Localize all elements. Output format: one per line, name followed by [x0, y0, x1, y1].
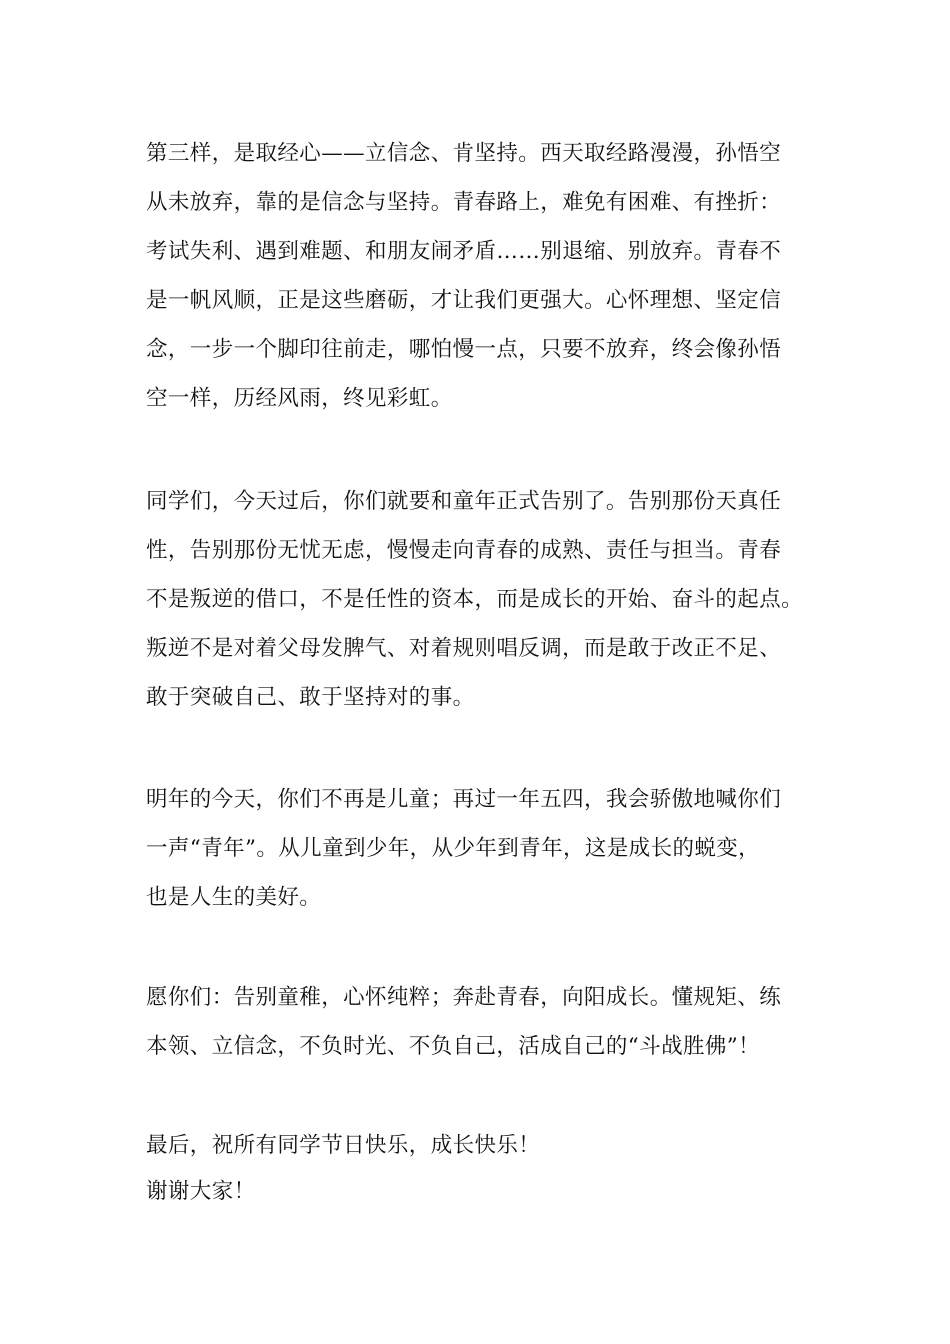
paragraph-line: 愿你们：告别童稚，心怀纯粹；奔赴青春，向阳成长。懂规矩、练 — [146, 985, 782, 1010]
paragraph-line: 考试失利、遇到难题、和朋友闹矛盾……别退缩、别放弃。青春不 — [146, 239, 782, 264]
paragraph-perseverance — [146, 129, 836, 423]
paragraph-line: 一声“青年”。从儿童到少年，从少年到青年，这是成长的蜕变， — [146, 836, 761, 861]
paragraph-line: 叛逆不是对着父母发脾气、对着规则唱反调，而是敢于改正不足、 — [146, 636, 782, 661]
paragraph-next-year — [146, 775, 836, 922]
paragraph-line: 同学们，今天过后，你们就要和童年正式告别了。告别那份天真任 — [146, 489, 782, 514]
paragraph-line: 念，一步一个脚印往前走，哪怕慢一点，只要不放弃，终会像孙悟 — [146, 337, 782, 362]
paragraph-line: 从未放弃，靠的是信念与坚持。青春路上，难免有困难、有挫折： — [146, 190, 782, 215]
paragraph-line: 不是叛逆的借口，不是任性的资本，而是成长的开始、奋斗的起点。 — [146, 587, 804, 612]
paragraph-line: 本领、立信念，不负时光、不负自己，活成自己的“斗战胜佛”！ — [146, 1034, 761, 1059]
closing-wish: 最后，祝所有同学节日快乐，成长快乐！ — [146, 1133, 541, 1158]
paragraph-farewell-childhood — [146, 477, 836, 722]
paragraph-line: 是一帆风顺，正是这些磨砺，才让我们更强大。心怀理想、坚定信 — [146, 288, 782, 313]
paragraph-line: 明年的今天，你们不再是儿童；再过一年五四，我会骄傲地喊你们 — [146, 787, 782, 812]
paragraph-line: 敢于突破自己、敢于坚持对的事。 — [146, 685, 475, 710]
paragraph-line: 性，告别那份无忧无虑，慢慢走向青春的成熟、责任与担当。青春 — [146, 538, 782, 563]
paragraph-line: 空一样，历经风雨，终见彩虹。 — [146, 386, 453, 411]
paragraph-line: 也是人生的美好。 — [146, 885, 322, 910]
paragraph-wishes — [146, 973, 836, 1071]
closing-thanks: 谢谢大家！ — [146, 1179, 256, 1204]
paragraph-line: 第三样，是取经心——立信念、肯坚持。西天取经路漫漫，孙悟空 — [146, 141, 782, 166]
